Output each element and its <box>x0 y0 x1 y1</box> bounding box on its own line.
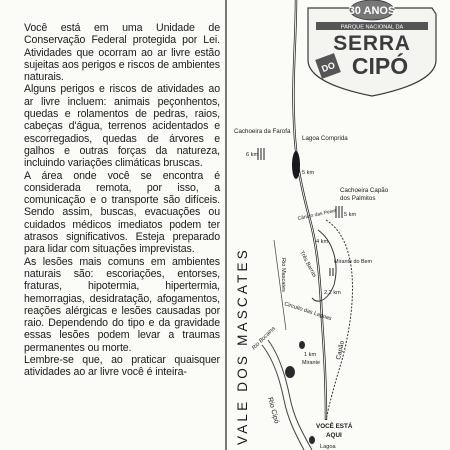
rio-mascates-label: Rio Mascates <box>280 258 286 292</box>
trail-map <box>222 0 450 450</box>
mirante-bem-label: Mirante do Bem <box>334 259 373 265</box>
logo-word-do: DO <box>320 59 337 74</box>
dos-palmitos-label: dos Palmitos <box>340 195 376 202</box>
aqui-label: AQUI <box>326 432 342 439</box>
rio-cipo-label: Rio Cipó <box>266 396 280 425</box>
voce-esta-label: VOCÊ ESTÁ <box>316 423 353 430</box>
waterfall-capao-icon <box>336 206 342 218</box>
distance-6km: 6 km <box>246 152 259 158</box>
lagoa-comprida-label: Lagoa Comprida <box>302 135 348 142</box>
safety-text-column <box>24 22 220 379</box>
lagoa-label: Lagoa <box>320 444 336 450</box>
paragraph-5: Lembre-se que, ao praticar quaisquer atividades ao ar livre você é inteira- <box>24 354 220 379</box>
capao-label: Capão <box>335 340 346 361</box>
rio-bocaina-label: Rio Bocaina <box>251 325 277 352</box>
distance-1km: 1 km <box>304 352 317 358</box>
lagoa-marker-2 <box>299 341 305 349</box>
lagoa-marker-3 <box>309 436 315 444</box>
canyon-peixe-label: Cânion das Peixe <box>297 207 337 222</box>
lagoa-marker-1 <box>285 366 295 378</box>
vale-dos-mascates-label: VALE DOS MASCATES <box>235 247 250 445</box>
distance-5km-b: 5 km <box>344 212 357 218</box>
paragraph-4: As lesões mais comuns em ambientes naturais são: escoriações, entorses, fraturas, hipotermia, hipertermia, hemorragias, desidratação, afogamentos, reações alérgicas e lesões causadas por raio. Dependendo do tipo e da gravidade essas lesões podem levar a traumas permanentes ou morte. <box>24 255 220 354</box>
paragraph-3: A área onde você se encontra é considerada remota, por isso, a comunicação e o transporte são difíceis. Sendo assim, buscas, evacuações ou cuidados médicos imediatos podem ter atrasos significativos. Esteja preparado para lidar com situações imprevistas. <box>24 169 220 256</box>
trail-map-svg <box>222 0 450 450</box>
cachoeira-capao-label: Cachoeira Capão <box>340 187 389 194</box>
paragraph-2: Alguns perigos e riscos de atividades ao ar livre incluem: animais peçonhentos, quedas e rolamentos de pedras, raios, cabeças d'água, terrenos acidentados e escorregadios, quedas de árvores e galhos e outras forças da natureza, incluindo variações climáticas bruscas. <box>24 83 220 170</box>
mirante-label: Mirante <box>302 360 320 366</box>
lagoa-comprida-marker <box>292 151 300 179</box>
park-logo <box>308 0 436 96</box>
tres-barras-label: Três Barras <box>298 250 318 279</box>
mirante-bem-icon <box>330 268 333 276</box>
distance-5km-a: 5 km <box>302 170 315 176</box>
paragraph-1: Você está em uma Unidade de Conservação Federal protegida por Lei. Atividades que ocorram ao ar livre estão sujeitas aos perigos e riscos de ambientes naturais. <box>24 22 220 84</box>
waterfall-farofa-icon <box>258 148 264 160</box>
cachoeira-farofa-label: Cachoeira da Farofa <box>234 128 291 135</box>
logo-word-cipo: CIPÓ <box>351 53 409 79</box>
distance-4km: 4 km <box>316 239 329 245</box>
logo-park-line: PARQUE NACIONAL DA <box>340 24 404 31</box>
logo-word-serra: SERRA <box>333 32 411 55</box>
distance-2km: 2,2 km <box>324 290 341 296</box>
logo-anniversary: 30 ANOS <box>348 5 396 17</box>
circuito-lagoas-label: Circuito das Lagoas <box>283 301 333 323</box>
